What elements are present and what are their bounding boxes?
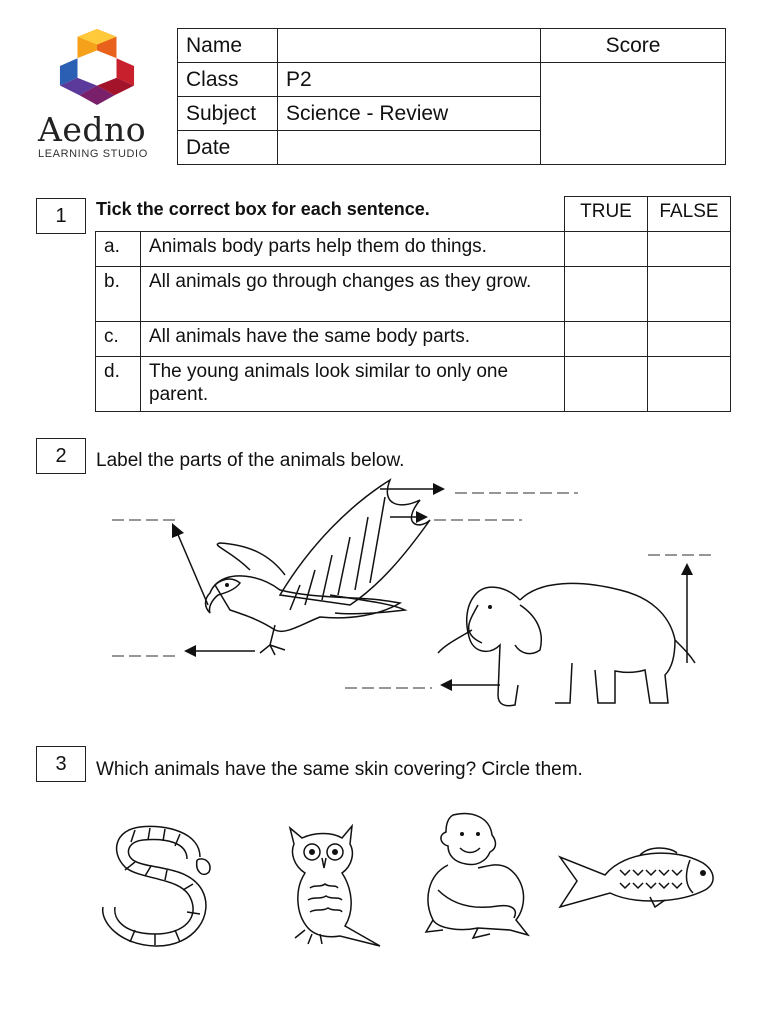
row-letter: c. — [96, 321, 141, 356]
logo-name: Aedno — [38, 110, 147, 149]
true-checkbox[interactable] — [565, 356, 648, 411]
table-row — [96, 266, 731, 321]
subject-label: Subject — [178, 97, 278, 131]
false-checkbox[interactable] — [648, 356, 731, 411]
true-checkbox[interactable] — [565, 321, 648, 356]
date-field[interactable] — [278, 131, 541, 165]
fish-icon[interactable] — [555, 845, 720, 915]
class-field[interactable]: P2 — [278, 63, 541, 97]
subject-field[interactable]: Science - Review — [278, 97, 541, 131]
monkey-icon[interactable] — [418, 810, 543, 940]
row-statement: Animals body parts help them do things. — [141, 231, 565, 266]
name-label: Name — [178, 29, 278, 63]
row-letter: a. — [96, 231, 141, 266]
question-2-instruction: Label the parts of the animals below. — [96, 450, 405, 471]
name-field[interactable] — [278, 29, 541, 63]
elephant-icon — [340, 545, 720, 715]
question-1-instruction: Tick the correct box for each sentence. — [96, 199, 430, 219]
true-checkbox[interactable] — [565, 231, 648, 266]
snake-icon[interactable] — [105, 822, 220, 937]
score-field[interactable] — [541, 63, 726, 165]
true-checkbox[interactable] — [565, 266, 648, 321]
row-letter: b. — [96, 266, 141, 321]
owl-icon[interactable] — [280, 818, 390, 948]
row-letter: d. — [96, 356, 141, 411]
false-header: FALSE — [648, 197, 731, 232]
false-checkbox[interactable] — [648, 321, 731, 356]
row-statement: All animals have the same body parts. — [141, 321, 565, 356]
cube-logo-icon — [58, 28, 136, 108]
logo-subtitle: LEARNING STUDIO — [38, 148, 148, 160]
false-checkbox[interactable] — [648, 231, 731, 266]
table-row — [96, 356, 731, 411]
row-statement: The young animals look similar to only one parent. — [141, 356, 565, 411]
date-label: Date — [178, 131, 278, 165]
row-statement: All animals go through changes as they grow. — [141, 266, 565, 321]
table-row — [96, 321, 731, 356]
question-2-number: 2 — [36, 438, 86, 474]
question-3-number: 3 — [36, 746, 86, 782]
table-row — [96, 231, 731, 266]
true-false-table — [95, 196, 731, 412]
true-header: TRUE — [565, 197, 648, 232]
score-label: Score — [541, 29, 726, 63]
question-3-instruction: Which animals have the same skin covering? Circle them. — [96, 759, 583, 780]
false-checkbox[interactable] — [648, 266, 731, 321]
student-info-table — [177, 28, 726, 165]
question-1-number: 1 — [36, 198, 86, 234]
aedno-logo — [30, 28, 160, 163]
class-label: Class — [178, 63, 278, 97]
